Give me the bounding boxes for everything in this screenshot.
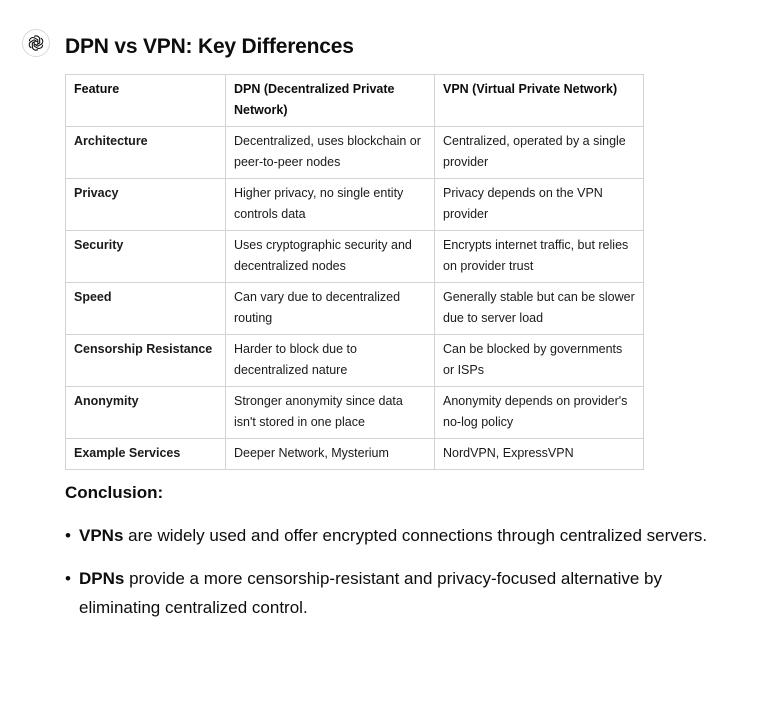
conclusion-list xyxy=(65,521,725,636)
column-header-feature: Feature xyxy=(66,75,226,127)
vpn-cell: Centralized, operated by a single provider xyxy=(435,127,644,179)
list-item xyxy=(65,521,725,550)
assistant-avatar xyxy=(22,29,50,57)
table-row xyxy=(66,231,644,283)
list-item xyxy=(65,564,725,622)
dpn-cell: Higher privacy, no single entity controls data xyxy=(226,179,435,231)
conclusion-heading: Conclusion: xyxy=(65,483,164,502)
feature-cell: Example Services xyxy=(66,439,226,470)
vpn-cell: Generally stable but can be slower due to server load xyxy=(435,283,644,335)
feature-cell: Security xyxy=(66,231,226,283)
table-row xyxy=(66,335,644,387)
column-header-dpn: DPN (Decentralized Private Network) xyxy=(226,75,435,127)
feature-cell: Privacy xyxy=(66,179,226,231)
feature-cell: Anonymity xyxy=(66,387,226,439)
point-bold-term: DPNs xyxy=(79,569,125,588)
dpn-cell: Uses cryptographic security and decentralized nodes xyxy=(226,231,435,283)
vpn-cell: Can be blocked by governments or ISPs xyxy=(435,335,644,387)
vpn-cell: Anonymity depends on provider's no-log policy xyxy=(435,387,644,439)
point-text: are widely used and offer encrypted connections through centralized servers. xyxy=(123,526,708,545)
table-row xyxy=(66,127,644,179)
vpn-cell: Privacy depends on the VPN provider xyxy=(435,179,644,231)
comparison-table xyxy=(65,74,644,470)
table-header-row xyxy=(66,75,644,127)
dpn-cell: Can vary due to decentralized routing xyxy=(226,283,435,335)
vpn-cell: Encrypts internet traffic, but relies on provider trust xyxy=(435,231,644,283)
feature-cell: Architecture xyxy=(66,127,226,179)
bullet-glyph: • xyxy=(65,569,71,588)
point-bold-term: VPNs xyxy=(79,526,124,545)
openai-logo-icon xyxy=(26,33,46,53)
page-title: DPN vs VPN: Key Differences xyxy=(65,35,354,58)
dpn-cell: Decentralized, uses blockchain or peer-to-peer nodes xyxy=(226,127,435,179)
bullet-glyph: • xyxy=(65,526,71,545)
table-row xyxy=(66,283,644,335)
vpn-cell: NordVPN, ExpressVPN xyxy=(435,439,644,470)
dpn-cell: Harder to block due to decentralized nature xyxy=(226,335,435,387)
feature-cell: Speed xyxy=(66,283,226,335)
dpn-cell: Stronger anonymity since data isn't stored in one place xyxy=(226,387,435,439)
table-row xyxy=(66,387,644,439)
dpn-cell: Deeper Network, Mysterium xyxy=(226,439,435,470)
point-text: provide a more censorship-resistant and privacy-focused alternative by eliminating centralized control. xyxy=(79,569,663,617)
column-header-vpn: VPN (Virtual Private Network) xyxy=(435,75,644,127)
feature-cell: Censorship Resistance xyxy=(66,335,226,387)
table-row xyxy=(66,179,644,231)
table-row xyxy=(66,439,644,470)
